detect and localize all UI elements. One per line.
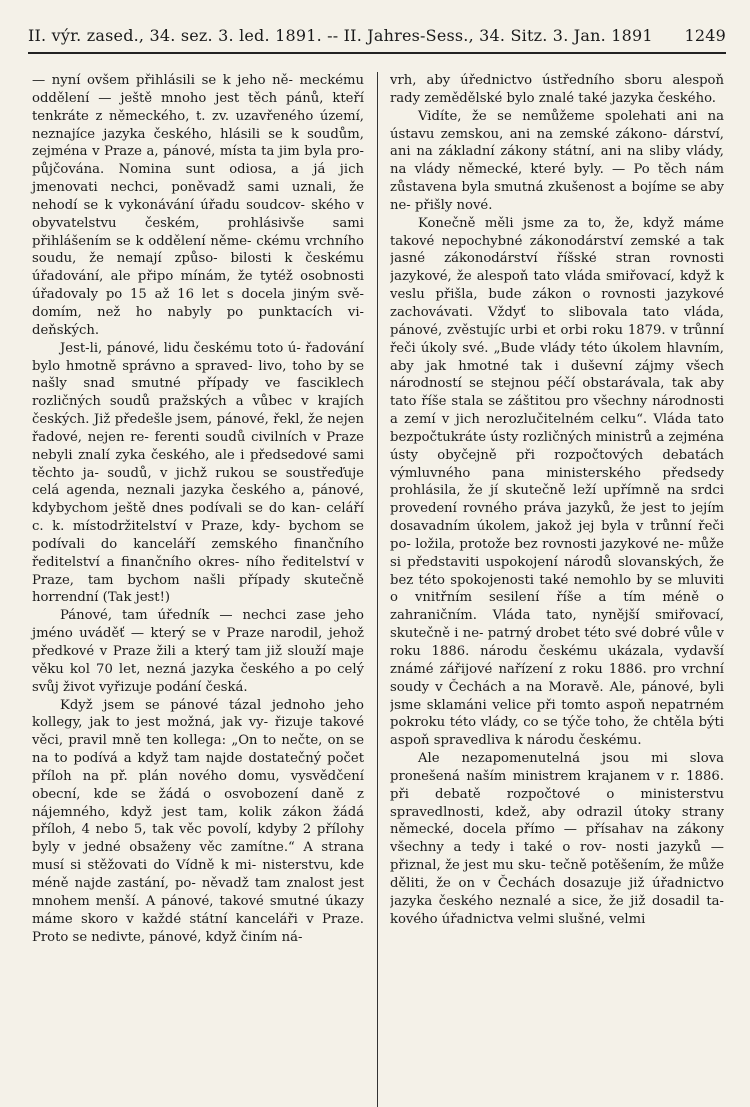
left-column: [28, 72, 364, 1107]
paragraph: Konečně měli jsme za to, že, když máme takové nepochybné zákonodárství zemské a tak jasné zákonodárství říšské stran rovnosti jazykové, že alespoň tato vláda smiřovací, když k veslu přišla, bude zákon o rovnosti jazykové zachovávati. Vždyť to slibovala tato vláda, pánové, zvěstujíc urbi et orbi roku 1879. v trůnní řeči úkoly své. „Bude vlády této úkolem hlavním, aby jak hmotné tak i duševní zájmy všech národností se stejnou péčí obstarávala, tak aby tato říše stala se záštitou pro všechny národnosti a zemí v jich nerozlučitelném celku“. Vláda tato bezpočtukráte ústy rozličných ministrů a zejména ústy obyčejně při rozpočtových debatách výmluvného pana ministerského předsedy prohlásila, že jí skutečně leží upřímně na srdci provedení rovného práva jazyků, že jest to jejím dosavadním úkolem, jakož jej byla v trůnní řeči po- ložila, protože bez rovnosti jazykové ne- může si představiti uspokojení národů slovanských, že bez této spokojenosti také nemohlo by se mluviti o vnitřním sesilení říše a tím méně o zahraničním. Vláda tato, nynější smiřovací, skutečně i ne- patrný drobet této své dobré vůle v roku 1886. národu českému ukázala, vydavší známé zářijové nařízení z roku 1886. pro vrchní soudy v Čechách a na Moravě. Ale, pánové, byli jsme sklamáni velice při tomto aspoň nepatrném pokroku této vlády, co se týče toho, že chtěla býti aspoň spravedliva k národu českému.: [390, 215, 724, 749]
running-header: [28, 26, 726, 54]
right-column: [390, 72, 726, 1107]
paragraph: Ale nezapomenutelná jsou mi slova pronešená naším ministrem krajanem v r. 1886. při debatě rozpočtové o ministerstvu spravedlnosti, kdež, aby odrazil útoky strany německé, docela přímo — přísahav na zákony všechny a tedy i také o rov- nosti jazyků — přiznal, že jest mu sku- tečně potěšením, že může děliti, že on v Čechách dosazuje již úřadnictvo jazyka českého neznalé a sice, že již dosadil ta- kového úřadnictva velmi slušné, velmi: [390, 751, 724, 927]
paragraph: Jest-li, pánové, lidu českému toto ú- řadování bylo hmotně správno a spraved- livo, toho by se našly snad smutné případy ve fasciklech rozličných soudů pražských a vůbec v krajích českých. Již předešle jsem, pánové, řekl, že nejen řadové, nejen re- ferenti soudů civilních v Praze nebyli znalí zyka českého, ale i předsedové sami těchto ja- soudů, v jichž rukou se soustřeďuje celá agenda, neznali jazyka českého a, pánové, kdybychom ještě dnes podívali se do kan- celáří c. k. místodržitelství v Praze, kdy- bychom se podívali do kanceláří zemského finančního ředitelství a finančního okres- ního ředitelství v Praze, tam bychom našli případy skutečně horrendní (Tak jest!): [32, 340, 364, 606]
paragraph: — nyní ovšem přihlásili se k jeho ně- meckému oddělení — ještě mnoho jest těch pánů, kteří tenkráte z německého, t. zv. uzavřeného území, neznajíce jazyka českého, hlásili se k soudům, zejména v Praze a, pánové, místa ta jim byla pro- půjčována. Nomina sunt odiosa, a já jich jmenovati nechci, poněvadž sami uznali, že nehodí se k vykonávání úřadu soudcov- ského v obyvatelstvu českém, prohlásivše sami přihlášením se k oddělení němе- ckému vrchního soudu, že nemají způso- bilosti k českému úřadování, ale připo mínám, že tytéž osobnosti úřadovaly po 15 až 16 let s docela jiným svě- domím, než ho nabyly po punktacích vi- deňských.: [32, 73, 364, 338]
header-running-title: II. výr. zased., 34. sez. 3. led. 1891. -- II. Jahres-Sess., 34. Sitz. 3. Jan. 1891: [28, 26, 653, 45]
column-divider: [377, 72, 378, 1107]
page-number: 1249: [684, 26, 726, 45]
text-columns: [28, 72, 726, 1107]
paragraph: Když jsem se pánové tázal jednoho jeho kollegy, jak to jest možná, jak vy- řizuje takové věci, pravil mně ten kollega: „On to nečte, on se na to podívá a když tam najde dostatečný počet příloh na př. plán nového domu, vysvědčení obecní, kde se žádá o osvobození daně z nájemného, když jest tam, kolik zákon žádá příloh, 4 nebo 5, tak věc povolí, kdyby 2 přílohy byly v jedné obsaženy věc zamítne.“ A strana musí si stěžovati do Vídně k mi- nisterstvu, kde méně najde zastání, po- něvadž tam znalost jest mnohem menší. A pánové, takové smutné úkazy máme skoro v každé státní kanceláři v Praze. Proto se nedivte, pánové, když činím ná-: [32, 697, 364, 945]
paragraph: Pánové, tam úředník — nechci zase jeho jméno uváděť — který se v Praze narodil, jehož předkové v Praze žili a který tam již slouží maje věku kol 70 let, nezná jazyka českého a po celý svůj život vyřizuje podání česká.: [32, 608, 364, 695]
paragraph: Vidíte, že se nemůžeme spolehati ani na ústavu zemskou, ani na zemské zákono- dárství, ani na základní zákony státní, ani na sliby vlády, na vlády německé, které byly. — Po těch nám zůstavena byla smutná zkušenost a bojíme se aby ne- přišly nové.: [390, 108, 724, 213]
paragraph: vrh, aby úřednictvo ústředního sboru alespoň rady zemědělské bylo znalé také jazyka českého.: [390, 73, 724, 106]
